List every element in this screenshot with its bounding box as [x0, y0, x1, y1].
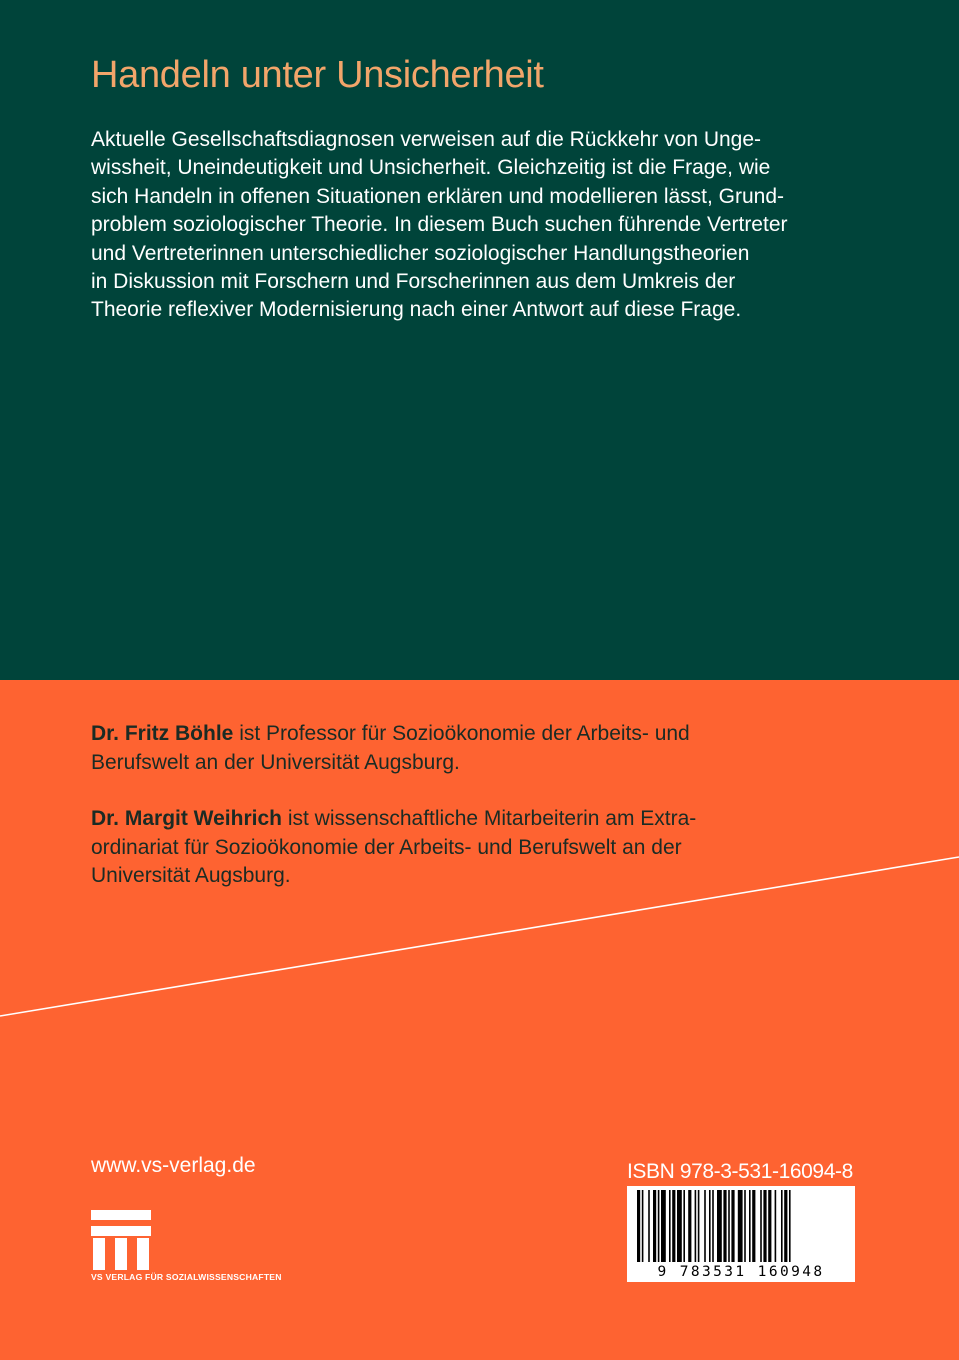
- barcode-bar: [731, 1190, 734, 1262]
- barcode-bar: [698, 1190, 700, 1262]
- author-bio-line: [91, 720, 881, 749]
- barcode-bar: [728, 1190, 730, 1262]
- barcode-bar: [704, 1190, 706, 1262]
- author-name: Dr. Fritz Böhle: [91, 722, 234, 745]
- blurb-line: sich Handeln in offenen Situationen erklären und modellieren lässt, Grund-: [91, 184, 785, 208]
- isbn-number: ISBN 978-3-531-16094-8: [627, 1160, 853, 1183]
- author-bio-boehle: [91, 720, 881, 777]
- author-bio-line: Berufswelt an der Universität Augsburg.: [91, 750, 460, 774]
- book-title: Handeln unter Unsicherheit: [91, 54, 544, 96]
- publisher-name: VS VERLAG FÜR SOZIALWISSENSCHAFTEN: [91, 1272, 282, 1282]
- blurb-line: und Vertreterinnen unterschiedlicher soziologischer Handlungstheorien: [91, 241, 750, 265]
- barcode-bar: [744, 1190, 746, 1262]
- author-bio-text: ist Professor für Sozioökonomie der Arbeits- und: [233, 722, 690, 745]
- barcode-digits: 9 783531 160948: [657, 1264, 825, 1280]
- barcode-bar: [672, 1190, 675, 1262]
- barcode-bar: [717, 1190, 722, 1262]
- barcode-bar: [763, 1190, 766, 1262]
- barcode-bar: [661, 1190, 666, 1262]
- barcode-bar: [677, 1190, 682, 1262]
- barcode-bar: [752, 1190, 755, 1262]
- barcode-bar: [642, 1190, 644, 1262]
- author-name: Dr. Margit Weihrich: [91, 807, 282, 830]
- barcode-bar: [781, 1190, 783, 1262]
- author-bio-line: ordinariat für Sozioökonomie der Arbeits- und Berufswelt an der: [91, 835, 682, 859]
- barcode-bar: [760, 1190, 762, 1262]
- barcode-bar: [637, 1190, 640, 1262]
- author-bio-line: [91, 805, 881, 834]
- barcode-bar: [789, 1190, 791, 1262]
- author-bio-weihrich: [91, 805, 881, 891]
- barcode-bar: [712, 1190, 714, 1262]
- blurb-line: Theorie reflexiver Modernisierung nach einer Antwort auf diese Frage.: [91, 298, 742, 322]
- barcode-bar: [648, 1190, 650, 1262]
- barcode-bar: [784, 1190, 787, 1262]
- barcode-bar: [749, 1190, 751, 1262]
- barcode-bar: [669, 1190, 671, 1262]
- barcode-bars: [627, 1186, 855, 1264]
- blurb-line: in Diskussion mit Forschern und Forscherinnen aus dem Umkreis der: [91, 270, 736, 294]
- barcode-bar: [723, 1190, 726, 1262]
- barcode-bar: [695, 1190, 697, 1262]
- barcode-bar: [658, 1190, 660, 1262]
- barcode-bar: [688, 1190, 691, 1262]
- author-bio-text: ist wissenschaftliche Mitarbeiterin am Extra-: [281, 807, 697, 830]
- publisher-logo-icon: [91, 1210, 151, 1270]
- blurb-line: Aktuelle Gesellschaftsdiagnosen verweisen auf die Rückkehr von Unge-: [91, 128, 762, 151]
- author-bio-line: Universität Augsburg.: [91, 864, 291, 887]
- publisher-website: www.vs-verlag.de: [91, 1154, 256, 1177]
- barcode-bar: [709, 1190, 711, 1262]
- barcode: [627, 1186, 855, 1282]
- blurb-line: wissheit, Uneindeutigkeit und Unsicherheit. Gleichzeitig ist die Frage, wie: [91, 156, 771, 180]
- barcode-bar: [683, 1190, 685, 1262]
- barcode-bar: [653, 1190, 656, 1262]
- barcode-bar: [775, 1190, 777, 1262]
- barcode-bar: [738, 1190, 743, 1262]
- blurb-line: problem soziologischer Theorie. In diesem Buch suchen führende Vertreter: [91, 213, 788, 237]
- barcode-bar: [768, 1190, 771, 1262]
